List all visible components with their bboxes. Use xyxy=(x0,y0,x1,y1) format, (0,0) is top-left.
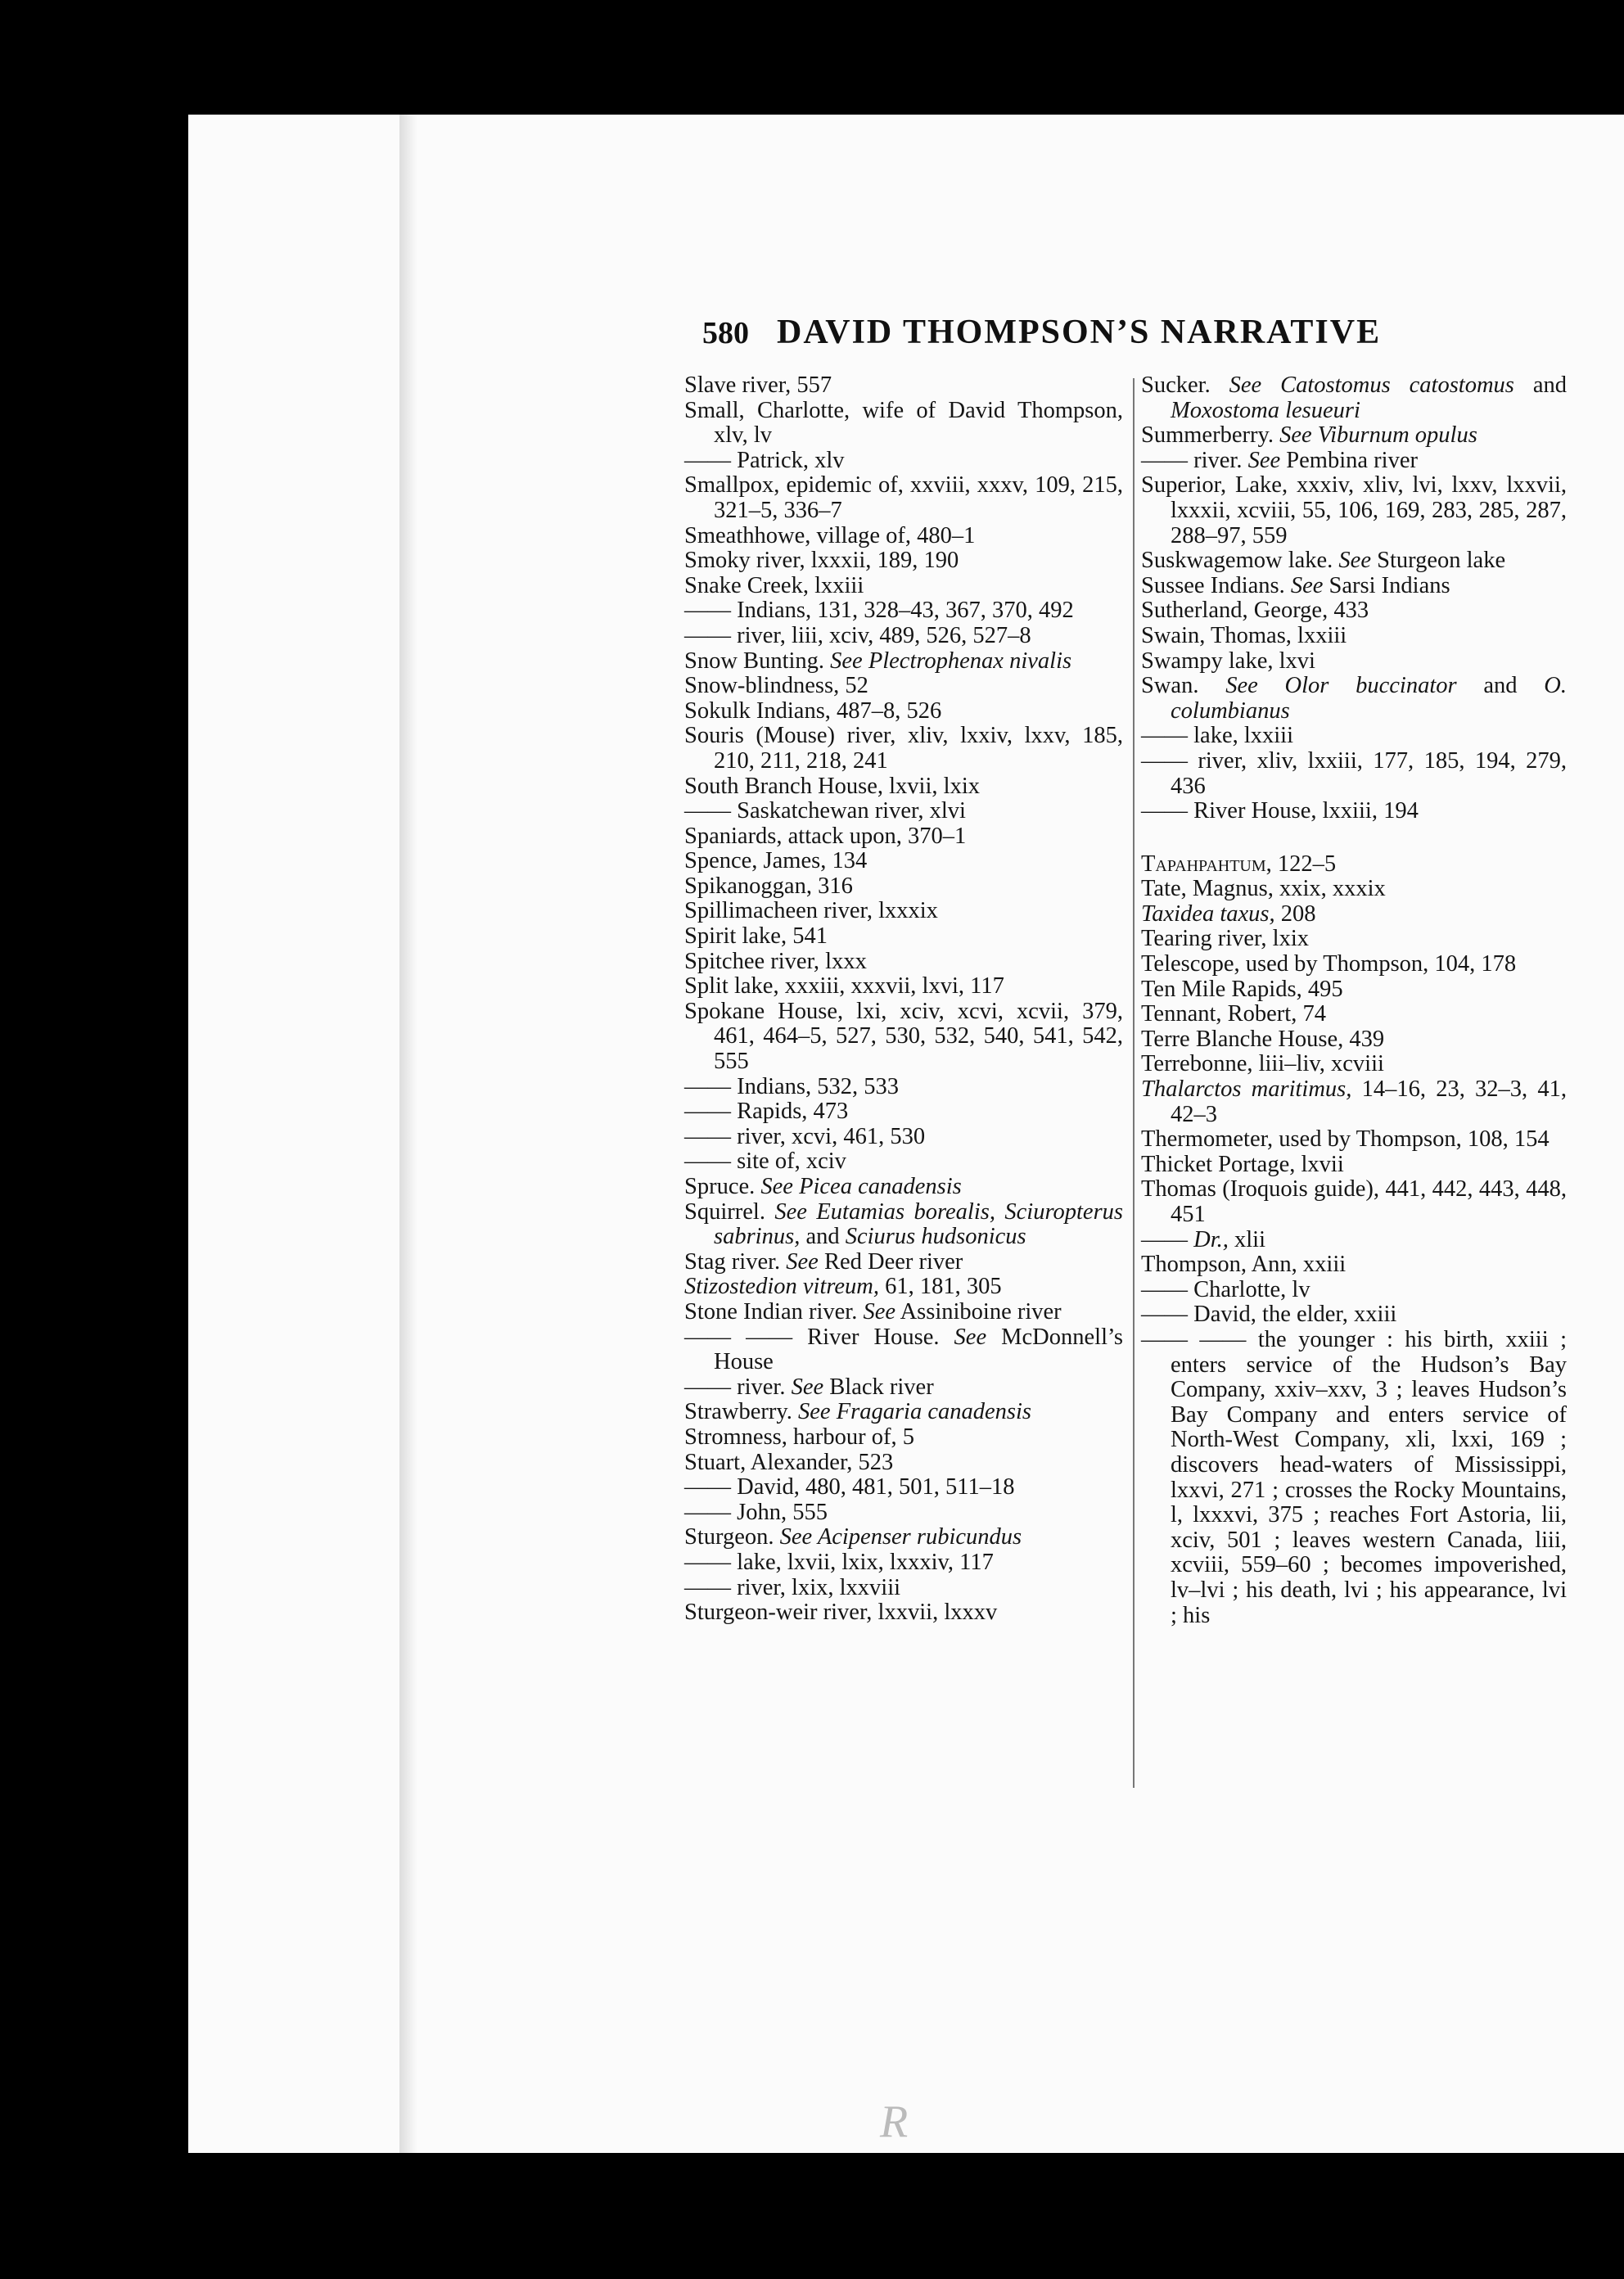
index-entry: —— river, xliv, lxxiii, 177, 185, 194, 279, 436 xyxy=(1141,747,1567,799)
pencil-mark: R xyxy=(880,2096,909,2147)
index-entry: Smallpox, epidemic of, xxviii, xxxv, 109, 215, 321–5, 336–7 xyxy=(684,472,1123,523)
index-entry: Tapahpahtum, 122–5 xyxy=(1141,851,1337,877)
index-entry: Smeathhowe, village of, 480–1 xyxy=(684,522,976,548)
index-entry: Strawberry. See Fragaria canadensis xyxy=(684,1399,1031,1425)
index-entry: Stone Indian river. See Assiniboine river xyxy=(684,1298,1062,1325)
index-entry: —— Patrick, xlv xyxy=(684,447,845,473)
index-entry: —— river, lxix, lxxviii xyxy=(684,1574,901,1600)
section-gap xyxy=(1141,824,1567,852)
index-entry: Sutherland, George, 433 xyxy=(1141,598,1369,624)
index-entry: Stuart, Alexander, 523 xyxy=(684,1449,894,1475)
index-entry: —— site of, xciv xyxy=(684,1149,846,1175)
index-entry: —— John, 555 xyxy=(684,1499,828,1525)
index-entry: Terre Blanche House, 439 xyxy=(1141,1026,1385,1052)
index-entry: Spokane House, lxi, xciv, xcvi, xcvii, 379, 461, 464–5, 527, 530, 532, 540, 541, 542, 555 xyxy=(684,998,1123,1075)
index-entry: —— river. See Black river xyxy=(684,1374,934,1400)
index-entry: —— —— River House. See McDonnell’s House xyxy=(684,1324,1123,1375)
index-entry: Split lake, xxxiii, xxxvii, lxvi, 117 xyxy=(684,973,1004,1000)
index-entry: Smoky river, lxxxii, 189, 190 xyxy=(684,548,959,574)
index-entry: Small, Charlotte, wife of David Thompson, xlv, lv xyxy=(684,397,1123,449)
index-entry: Slave river, 557 xyxy=(684,372,832,398)
running-title: DAVID THOMPSON’S NARRATIVE xyxy=(777,314,1382,351)
index-entry: Stag river. See Red Deer river xyxy=(684,1248,963,1275)
index-entry: —— river. See Pembina river xyxy=(1141,447,1418,473)
index-entry: Souris (Mouse) river, xliv, lxxiv, lxxv, 185, 210, 211, 218, 241 xyxy=(684,723,1123,774)
index-entry: South Branch House, lxvii, lxix xyxy=(684,773,980,799)
index-entry: Swampy lake, lxvi xyxy=(1141,648,1315,674)
index-entry: —— River House, lxxiii, 194 xyxy=(1141,798,1419,824)
index-entry: —— Rapids, 473 xyxy=(684,1099,849,1125)
index-entry: —— —— the younger : his birth, xxiii ; enters service of the Hudson’s Bay Company, xxiv–xxv, 3 ; leaves Hudson’s Bay Company and enters service of North-West Company, xli, lxxi, 169 ; discovers head-waters of Mississippi, lxxvi, 271 ; crosses the Rocky Mountains, l, lxxxvi, 375 ; reaches Fort Astoria, lii, xciv, 501 ; leaves western Canada, liii, xcviii, 559–60 ; becomes impoverished, lv–lvi ; his death, lvi ; his appearance, lvi ; his xyxy=(1141,1326,1567,1628)
index-entry: Taxidea taxus, 208 xyxy=(1141,900,1316,927)
index-entry: Swain, Thomas, lxxiii xyxy=(1141,622,1347,648)
index-entry: —— David, 480, 481, 501, 511–18 xyxy=(684,1474,1015,1501)
index-entry: Thalarctos maritimus, 14–16, 23, 32–3, 41, 42–3 xyxy=(1141,1076,1568,1127)
index-entry: —— David, the elder, xxiii xyxy=(1141,1302,1397,1328)
index-entry: Thermometer, used by Thompson, 108, 154 xyxy=(1141,1126,1550,1153)
index-entry: Summerberry. See Viburnum opulus xyxy=(1141,422,1477,449)
index-entry: Snow Bunting. See Plectrophenax nivalis xyxy=(684,648,1072,674)
index-entry: Stromness, harbour of, 5 xyxy=(684,1424,915,1450)
index-entry: Stizostedion vitreum, 61, 181, 305 xyxy=(684,1274,1002,1300)
index-entry: Spillimacheen river, lxxxix xyxy=(684,898,938,924)
index-entry: Spikanoggan, 316 xyxy=(684,873,853,899)
index-entry: Thomas (Iroquois guide), 441, 442, 443, 448, 451 xyxy=(1141,1176,1567,1227)
column-divider xyxy=(1133,378,1135,1788)
page-gutter xyxy=(399,115,417,2153)
index-entry: Sussee Indians. See Sarsi Indians xyxy=(1141,572,1450,598)
index-entry: Squirrel. See Eutamias borealis, Sciuropterus sabrinus, and Sciurus hudsonicus xyxy=(684,1198,1123,1250)
index-entry: —— Dr., xlii xyxy=(1141,1226,1266,1252)
index-entry: Tearing river, lxix xyxy=(1141,926,1309,952)
index-entry: —— Saskatchewan river, xlvi xyxy=(684,798,966,824)
index-entry: —— river, xcvi, 461, 530 xyxy=(684,1123,926,1149)
index-entry: Thicket Portage, lxvii xyxy=(1141,1151,1344,1177)
index-entry: Tate, Magnus, xxix, xxxix xyxy=(1141,876,1386,902)
page-number: 580 xyxy=(702,316,749,350)
index-entry: Snow-blindness, 52 xyxy=(684,673,868,699)
index-entry: Tennant, Robert, 74 xyxy=(1141,1001,1326,1027)
index-entry: —— Charlotte, lv xyxy=(1141,1276,1310,1302)
index-entry: Thompson, Ann, xxiii xyxy=(1141,1252,1347,1278)
index-entry: Ten Mile Rapids, 495 xyxy=(1141,976,1343,1002)
index-entry: Sucker. See Catostomus catostomus and Moxostoma lesueuri xyxy=(1141,372,1567,423)
index-column-left xyxy=(684,373,1123,1626)
index-entry: Spaniards, attack upon, 370–1 xyxy=(684,823,967,849)
index-entry: Terrebonne, liii–liv, xcviii xyxy=(1141,1051,1384,1077)
index-entry: Telescope, used by Thompson, 104, 178 xyxy=(1141,951,1517,977)
index-entry: Snake Creek, lxxiii xyxy=(684,572,864,598)
index-column-right xyxy=(1141,373,1567,1628)
index-entry: Superior, Lake, xxxiv, xliv, lvi, lxxv, lxxvii, lxxxii, xcviii, 55, 106, 169, 283, 285, 287, 288–97, 559 xyxy=(1141,472,1567,548)
index-entry: Spence, James, 134 xyxy=(684,848,868,874)
index-entry: Swan. See Olor buccinator and O. columbianus xyxy=(1141,673,1567,724)
index-entry: Spirit lake, 541 xyxy=(684,923,828,950)
index-entry: —— river, liii, xciv, 489, 526, 527–8 xyxy=(684,622,1031,648)
index-entry: Spruce. See Picea canadensis xyxy=(684,1174,962,1199)
index-entry: Sturgeon. See Acipenser rubicundus xyxy=(684,1524,1022,1550)
index-entry: Sokulk Indians, 487–8, 526 xyxy=(684,697,942,724)
index-entry: Spitchee river, lxxx xyxy=(684,948,867,974)
index-entry: —— lake, lxvii, lxix, lxxxiv, 117 xyxy=(684,1549,994,1575)
index-entry: —— lake, lxxiii xyxy=(1141,723,1294,749)
index-entry: —— Indians, 131, 328–43, 367, 370, 492 xyxy=(684,598,1074,624)
running-header xyxy=(702,313,1488,362)
index-entry: Sturgeon-weir river, lxxvii, lxxxv xyxy=(684,1600,998,1626)
index-entry: —— Indians, 532, 533 xyxy=(684,1073,900,1099)
index-entry: Suskwagemow lake. See Sturgeon lake xyxy=(1141,548,1506,574)
